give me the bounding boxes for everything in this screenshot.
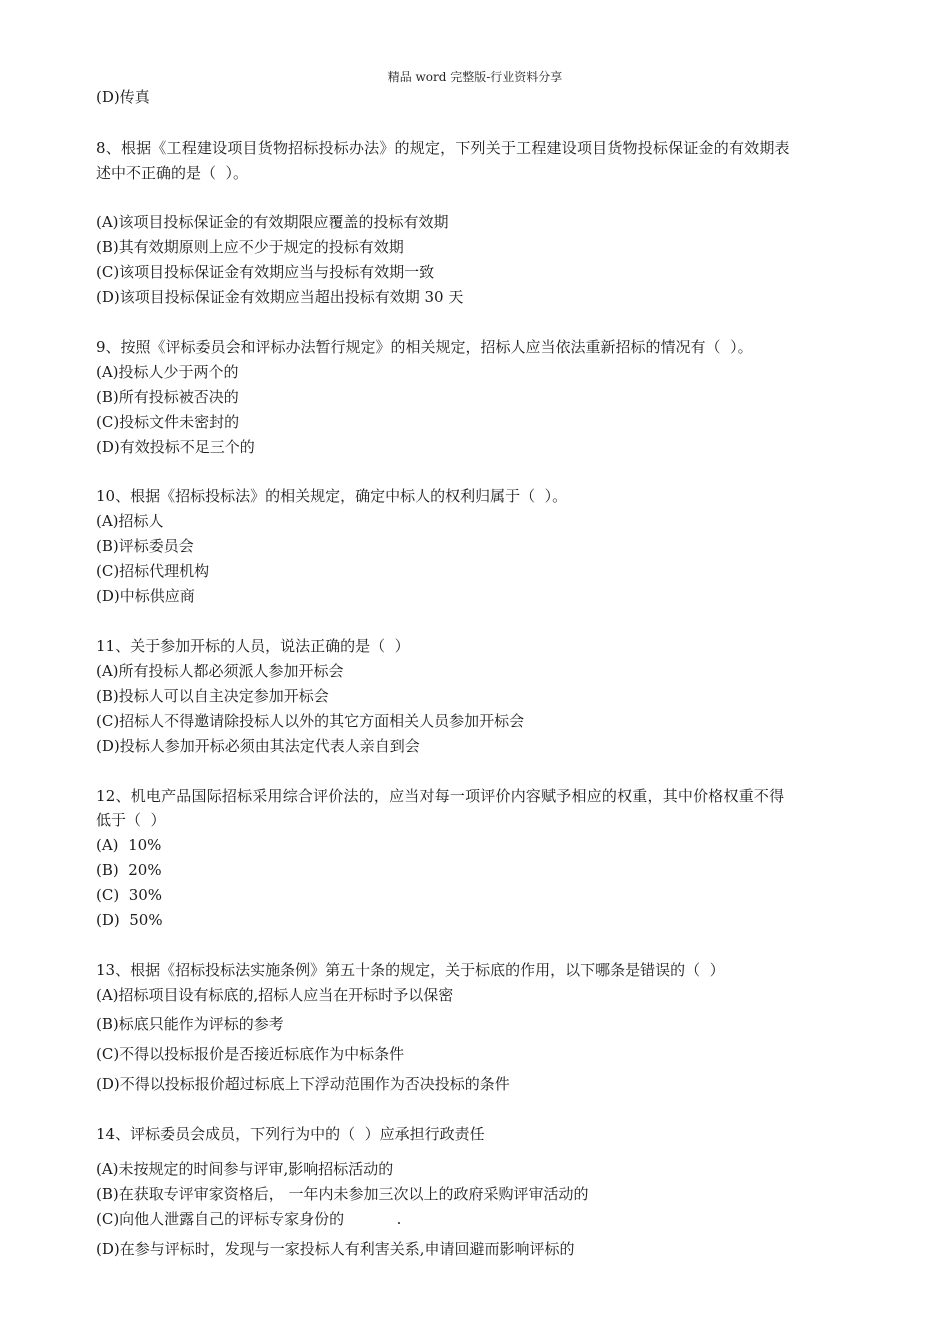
question-10-option-a: (A)招标人 (96, 512, 164, 530)
question-8-option-c: (C)该项目投标保证金有效期应当与投标有效期一致 (96, 263, 435, 281)
question-10-option-b: (B)评标委员会 (96, 537, 194, 555)
question-12-option-b: (B) 20% (96, 861, 162, 879)
question-12-option-a: (A) 10% (96, 836, 162, 854)
page-header: 精品 word 完整版-行业资料分享 (387, 70, 563, 84)
question-10-option-d: (D)中标供应商 (96, 587, 195, 605)
question-8-option-b: (B)其有效期原则上应不少于规定的投标有效期 (96, 238, 404, 256)
question-9-option-b: (B)所有投标被否决的 (96, 388, 239, 406)
question-12-option-c: (C) 30% (96, 886, 163, 904)
question-12-text: 12、机电产品国际招标采用综合评价法的，应当对每一项评价内容赋予相应的权重，其中价格权重不得 (96, 787, 785, 805)
question-9-option-a: (A)投标人少于两个的 (96, 363, 239, 381)
question-11-text: 11、关于参加开标的人员，说法正确的是（ ） (96, 637, 410, 655)
question-14-text: 14、评标委员会成员，下列行为中的（ ）应承担行政责任 (96, 1125, 485, 1143)
question-11-option-c: (C)招标人不得邀请除投标人以外的其它方面相关人员参加开标会 (96, 712, 525, 730)
question-9-option-d: (D)有效投标不足三个的 (96, 438, 255, 456)
question-13-option-a: (A)招标项目设有标底的,招标人应当在开标时予以保密 (96, 986, 454, 1004)
question-11-option-d: (D)投标人参加开标必须由其法定代表人亲自到会 (96, 737, 420, 755)
question-8-text: 8、根据《工程建设项目货物招标投标办法》的规定，下列关于工程建设项目货物投标保证金的有效期表 (96, 139, 790, 157)
question-13-option-c: (C)不得以投标报价是否接近标底作为中标条件 (96, 1045, 405, 1063)
question-13-option-d: (D)不得以投标报价超过标底上下浮动范围作为否决投标的条件 (96, 1075, 510, 1093)
option-line: (D)传真 (96, 88, 150, 106)
question-12-option-d: (D) 50% (96, 911, 163, 929)
question-8-option-a: (A)该项目投标保证金的有效期限应覆盖的投标有效期 (96, 213, 449, 231)
question-11-option-a: (A)所有投标人都必须派人参加开标会 (96, 662, 344, 680)
question-12-text-cont: 低于（ ） (96, 811, 166, 829)
question-14-option-a: (A)未按规定的时间参与评审,影响招标活动的 (96, 1160, 394, 1178)
question-8-option-d: (D)该项目投标保证金有效期应当超出投标有效期 30 天 (96, 288, 464, 306)
question-14-option-d: (D)在参与评标时，发现与一家投标人有利害关系,申请回避而影响评标的 (96, 1240, 575, 1258)
question-9-text: 9、按照《评标委员会和评标办法暂行规定》的相关规定，招标人应当依法重新招标的情况有（ ）。 (96, 338, 753, 356)
question-11-option-b: (B)投标人可以自主决定参加开标会 (96, 687, 329, 705)
question-10-option-c: (C)招标代理机构 (96, 562, 210, 580)
question-14-option-b: (B)在获取专评审家资格后， 一年内未参加三次以上的政府采购评审活动的 (96, 1185, 589, 1203)
question-13-option-b: (B)标底只能作为评标的参考 (96, 1015, 284, 1033)
question-8-text-cont: 述中不正确的是（ ）。 (96, 164, 249, 182)
question-9-option-c: (C)投标文件未密封的 (96, 413, 240, 431)
question-10-text: 10、根据《招标投标法》的相关规定，确定中标人的权利归属于（ ）。 (96, 487, 568, 505)
question-14-option-c: (C)向他人泄露自己的评标专家身份的 . (96, 1210, 402, 1228)
question-13-text: 13、根据《招标投标法实施条例》第五十条的规定，关于标底的作用，以下哪条是错误的（ ） (96, 961, 725, 979)
